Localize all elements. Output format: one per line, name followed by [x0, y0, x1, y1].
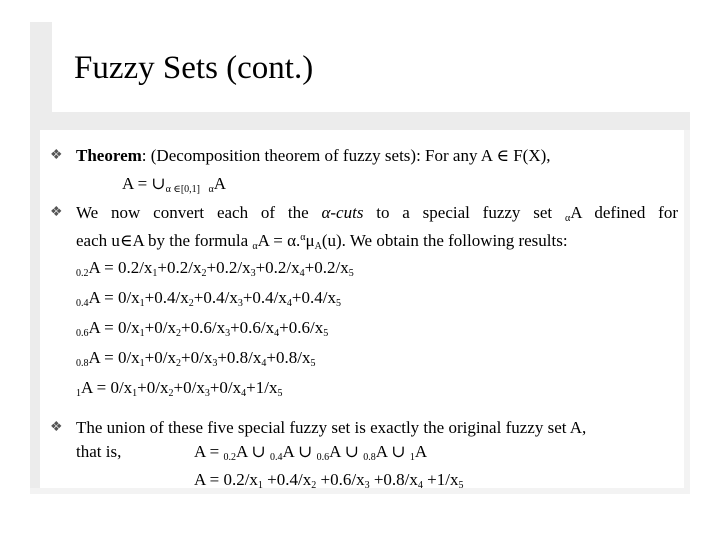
math-token: + — [369, 470, 384, 489]
decorative-bar-vertical — [30, 22, 52, 114]
math-token: 0.4/x — [276, 470, 312, 489]
math-token: + — [266, 348, 276, 367]
math-subscript: 1 — [132, 388, 138, 399]
math-token: 0.2/x — [117, 258, 153, 277]
math-token: + — [230, 318, 240, 337]
math-token: + — [144, 318, 155, 337]
math-token: + — [242, 288, 253, 307]
math-token: A = — [194, 442, 224, 461]
union-line-1: The union of these five special fuzzy set is exactly the original fuzzy set A, — [76, 418, 587, 437]
math-token: A — [329, 442, 341, 461]
convert-line-2: each u∈A by the formula $\alpha A = \alpha.^\alpha\mu_A(u)$. We obtain the following results: — [76, 231, 568, 252]
math-subscript: 5 — [348, 268, 354, 279]
decorative-bar-right — [684, 130, 690, 492]
math-subscript: 2 — [176, 358, 181, 369]
math-token: + — [291, 288, 302, 307]
math-token: + — [193, 288, 204, 307]
result-line — [76, 288, 341, 314]
math-token: 0/x — [117, 348, 140, 367]
math-subscript: 5 — [335, 298, 341, 309]
math-token: 0.4/x — [203, 288, 238, 307]
bullet-icon: ❖ — [50, 205, 63, 220]
math-token: 0/x — [219, 378, 242, 397]
union-line-2-label: that is, — [76, 442, 122, 461]
union-symbol: ∪ — [340, 442, 364, 461]
math-subscript: 3 — [364, 480, 370, 491]
alpha-cuts-term: α-cuts — [321, 203, 364, 222]
math-prefix: 0.2 — [223, 452, 236, 463]
math-token: 0.6/x — [288, 318, 324, 337]
math-subscript: 2 — [311, 480, 317, 491]
math-token: + — [316, 470, 331, 489]
math-prefix: 1 — [409, 452, 415, 463]
math-token: A = — [88, 288, 118, 307]
math-token: 0/x — [117, 318, 140, 337]
math-token: + — [157, 258, 168, 277]
math-token: 0.6/x — [330, 470, 365, 489]
bullet-icon: ❖ — [50, 420, 63, 435]
math-subscript: 5 — [277, 388, 283, 399]
union-symbol: ∪ — [247, 442, 271, 461]
math-token: + — [246, 378, 256, 397]
math-subscript: 2 — [176, 328, 181, 339]
math-subscript: 1 — [152, 268, 158, 279]
theorem-formula: $A = \cup_{\alpha \in[0,1]}$ αA — [122, 174, 227, 195]
math-token: 0.2/x — [265, 258, 300, 277]
math-token: A — [375, 442, 388, 461]
math-token: + — [181, 348, 191, 367]
slide-title: Fuzzy Sets (cont.) — [74, 50, 314, 86]
math-token: 0/x — [110, 378, 133, 397]
math-token: + — [206, 258, 217, 277]
math-token: + — [173, 378, 184, 397]
math-token: A = — [81, 378, 111, 397]
math-token: 0/x — [154, 318, 176, 337]
result-prefix: 0.6 — [76, 328, 89, 339]
math-token: 0/x — [154, 348, 176, 367]
math-token: A = — [88, 318, 118, 337]
math-token: 0/x — [183, 378, 205, 397]
bullet-icon: ❖ — [50, 148, 63, 163]
math-token: 0.2/x — [314, 258, 349, 277]
math-subscript: 2 — [201, 268, 207, 279]
math-token: + — [304, 258, 315, 277]
math-subscript: 4 — [299, 268, 305, 279]
result-prefix: 0.8 — [76, 358, 89, 369]
union-symbol: ∪ — [293, 442, 317, 461]
math-subscript: 4 — [286, 298, 292, 309]
math-token: A — [235, 442, 248, 461]
result-prefix: 1 — [76, 388, 81, 399]
math-subscript: 4 — [274, 328, 280, 339]
math-subscript: 1 — [139, 328, 145, 339]
math-token: + — [209, 378, 220, 397]
theorem-text: : (Decomposition theorem of fuzzy sets): For any A ∈ F(X), — [141, 146, 551, 165]
math-subscript: 2 — [168, 388, 174, 399]
math-subscript: 5 — [458, 480, 464, 491]
math-token: 0.2/x — [167, 258, 202, 277]
decorative-bar-left — [30, 130, 40, 492]
math-token: + — [144, 288, 155, 307]
math-token: + — [279, 318, 289, 337]
union-expression — [194, 442, 427, 468]
math-prefix: 0.6 — [316, 452, 330, 463]
math-token: 0/x — [146, 378, 169, 397]
math-prefix: 0.4 — [270, 452, 283, 463]
result-line — [76, 318, 328, 344]
result-prefix: 0.4 — [76, 298, 89, 309]
result-line — [76, 258, 354, 284]
math-subscript: 4 — [261, 358, 267, 369]
math-token: A = — [88, 348, 118, 367]
math-prefix: 0.8 — [363, 452, 376, 463]
math-subscript: 4 — [241, 388, 247, 399]
decorative-bar-horizontal — [30, 112, 690, 130]
union-symbol: ∪ — [387, 442, 410, 461]
math-token: 0.8/x — [226, 348, 262, 367]
theorem-line — [76, 146, 551, 166]
convert-line-1: We now convert each of the α-cuts to a special fuzzy set αA defined for — [76, 203, 678, 224]
result-line — [76, 378, 282, 404]
math-token: + — [137, 378, 147, 397]
math-token: 0/x — [117, 288, 140, 307]
math-subscript: 3 — [225, 328, 231, 339]
math-subscript: 3 — [204, 388, 210, 399]
math-token: + — [262, 470, 277, 489]
math-token: 0.8/x — [276, 348, 311, 367]
math-subscript: 1 — [139, 358, 145, 369]
math-token: 1/x — [255, 378, 278, 397]
math-subscript: 3 — [250, 268, 256, 279]
math-subscript: 1 — [257, 480, 263, 491]
union-final-expression — [194, 470, 463, 496]
math-token: 0.2/x — [216, 258, 251, 277]
result-prefix: 0.2 — [76, 268, 89, 279]
theorem-label: Theorem — [76, 146, 142, 165]
math-token: + — [144, 348, 155, 367]
math-subscript: 3 — [212, 358, 218, 369]
math-token: 0.6/x — [239, 318, 275, 337]
math-subscript: 5 — [310, 358, 316, 369]
math-token: + — [217, 348, 227, 367]
math-token: 0.4/x — [301, 288, 336, 307]
math-subscript: 4 — [417, 480, 423, 491]
math-token: 0.6/x — [190, 318, 226, 337]
result-line — [76, 348, 315, 374]
math-token: + — [181, 318, 191, 337]
math-token: 0.4/x — [154, 288, 189, 307]
math-subscript: 3 — [237, 298, 243, 309]
math-subscript: 2 — [188, 298, 194, 309]
math-token: 0.2/x — [223, 470, 258, 489]
math-subscript: 5 — [323, 328, 329, 339]
math-token: A = — [194, 470, 224, 489]
math-token: + — [422, 470, 437, 489]
math-token: A — [282, 442, 294, 461]
math-token: 0/x — [190, 348, 213, 367]
math-token: 1/x — [436, 470, 459, 489]
math-token: A = — [88, 258, 118, 277]
math-token: A — [414, 442, 428, 461]
math-token: 0.8/x — [383, 470, 418, 489]
math-token: 0.4/x — [252, 288, 287, 307]
math-token: + — [255, 258, 266, 277]
math-subscript: 1 — [139, 298, 145, 309]
